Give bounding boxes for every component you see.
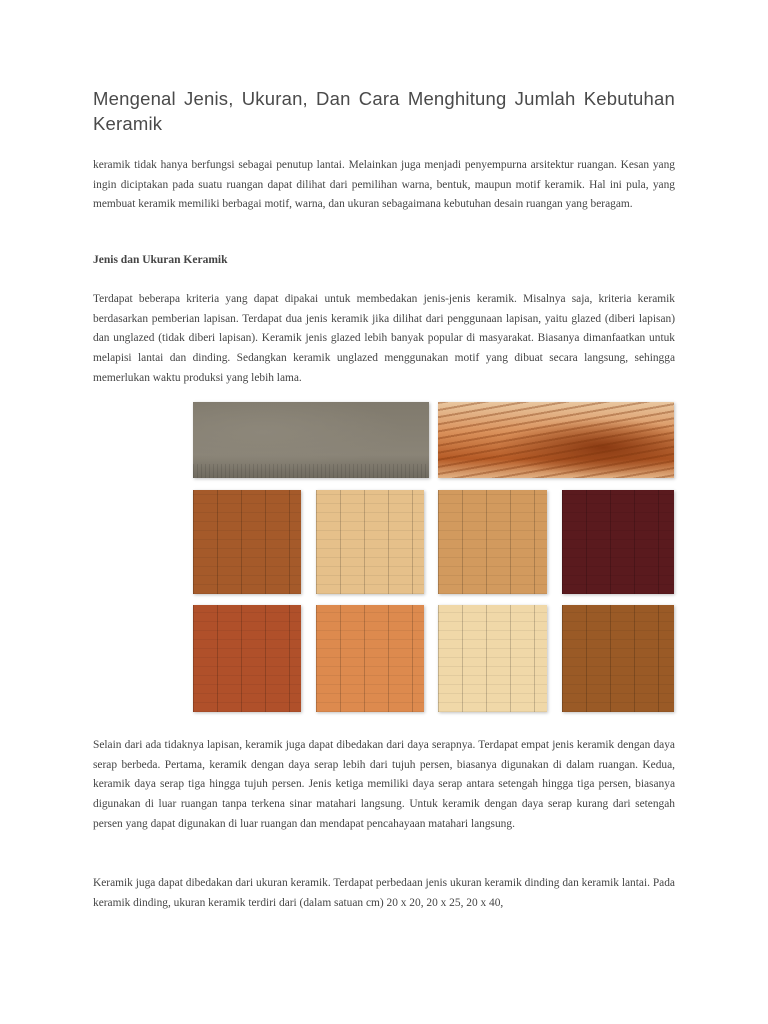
article-title: Mengenal Jenis, Ukuran, Dan Cara Menghitung Jumlah Kebutuhan Keramik [93, 88, 675, 134]
absorption-paragraph: Selain dari ada tidaknya lapisan, keramik juga dapat dibedakan dari daya serapnya. Terdapat empat jenis keramik dengan daya serap berbeda. Pertama, keramik dengan daya serap lebih dari tujuh persen, biasanya digunakan di dalam ruangan. Kedua, keramik daya serap tiga hingga tujuh persen. Jenis ketiga memiliki daya serap antara setengah hingga tiga persen, biasanya digunakan di luar ruangan tanpa terkena sinar matahari langsung. Untuk keramik dengan daya serap kurang dari setengah persen yang dapat digunakan di luar ruangan dan mendapat pencahayaan matahari langsung. [93, 739, 675, 830]
section-heading: Jenis dan Ukuran Keramik [93, 254, 228, 266]
wood-tile-image [193, 605, 301, 712]
ceramic-tile-gallery [190, 402, 676, 714]
wood-grain-tile-image [438, 402, 674, 478]
glazed-paragraph: Terdapat beberapa kriteria yang dapat dipakai untuk membedakan jenis-jenis keramik. Misalnya saja, kriteria keramik berdasarkan pemberian lapisan. Terdapat dua jenis keramik jika dilihat dari penggunaan lapisan, yaitu glazed (diberi lapisan) dan unglazed (tidak diberi lapisan). Keramik jenis glazed lebih banyak popular di masyarakat. Biasanya dimanfaatkan untuk melapisi lantai dan dinding. Sedangkan keramik unglazed menggunakan motif yang dibuat secara langsung, sehingga memerlukan waktu produksi yang lebih lama. [93, 293, 675, 384]
wood-tile-image [562, 605, 674, 712]
wood-tile-image [562, 490, 674, 594]
stone-tile-image [193, 402, 429, 478]
wood-tile-image [316, 605, 424, 712]
intro-paragraph: keramik tidak hanya berfungsi sebagai penutup lantai. Melainkan juga menjadi penyempurna arsitektur ruangan. Kesan yang ingin diciptakan pada suatu ruangan dapat dilihat dari pemilihan warna, bentuk, maupun motif keramik. Hal ini pula, yang membuat keramik memiliki berbagai motif, warna, dan ukuran sebagaimana kebutuhan desain ruangan yang beragam. [93, 159, 675, 211]
wood-tile-image [316, 490, 424, 594]
wood-tile-image [438, 490, 547, 594]
size-paragraph: Keramik juga dapat dibedakan dari ukuran keramik. Terdapat perbedaan jenis ukuran keramik dinding dan keramik lantai. Pada keramik dinding, ukuran keramik terdiri dari (dalam satuan cm) 20 x 20, 20 x 25, 20 x 40, [93, 877, 675, 909]
wood-tile-image [438, 605, 547, 712]
wood-tile-image [193, 490, 301, 594]
